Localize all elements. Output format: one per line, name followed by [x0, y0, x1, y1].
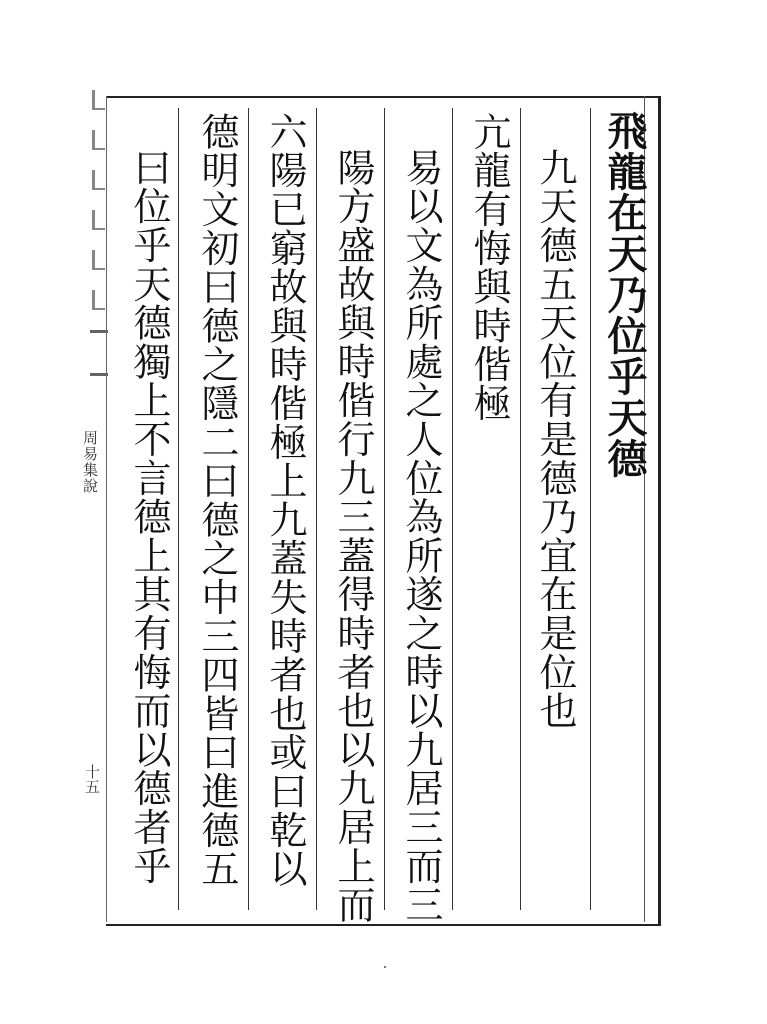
text-column-7: 曰位乎天德獨上不言德上其有悔而以德者乎: [127, 148, 171, 886]
column-rule: [384, 108, 385, 910]
text-column-4: 陽方盛故與時偕行九三蓋得時者也以九居上而: [331, 148, 375, 924]
text-column-5: 六陽已窮故與時偕極上九蓋失時者也或曰乾以: [263, 112, 307, 888]
column-rule: [178, 108, 179, 910]
column-rule: [520, 108, 521, 910]
binding-bleed: [92, 90, 106, 360]
text-column-1: 九天德五天位有是德乃宜在是位也: [533, 148, 577, 730]
column-rule: [452, 108, 453, 910]
speck: [384, 966, 386, 968]
text-column-3: 易以文為所處之人位為所遂之時以九居三而三: [399, 148, 443, 924]
column-rule: [316, 108, 317, 910]
column-rule: [590, 108, 591, 910]
frame-left-rule: [106, 96, 107, 922]
text-column-6: 德明文初曰德之隱二曰德之中三四皆曰進德五: [195, 112, 239, 888]
heading-column: 飛龍在天乃位乎天德: [601, 110, 648, 479]
text-column-2: 亢龍有悔與時偕極: [467, 112, 511, 423]
fore-edge-title: 周易集說: [81, 430, 99, 494]
column-rule: [248, 108, 249, 910]
fore-edge-page-number: 十五: [83, 764, 101, 794]
